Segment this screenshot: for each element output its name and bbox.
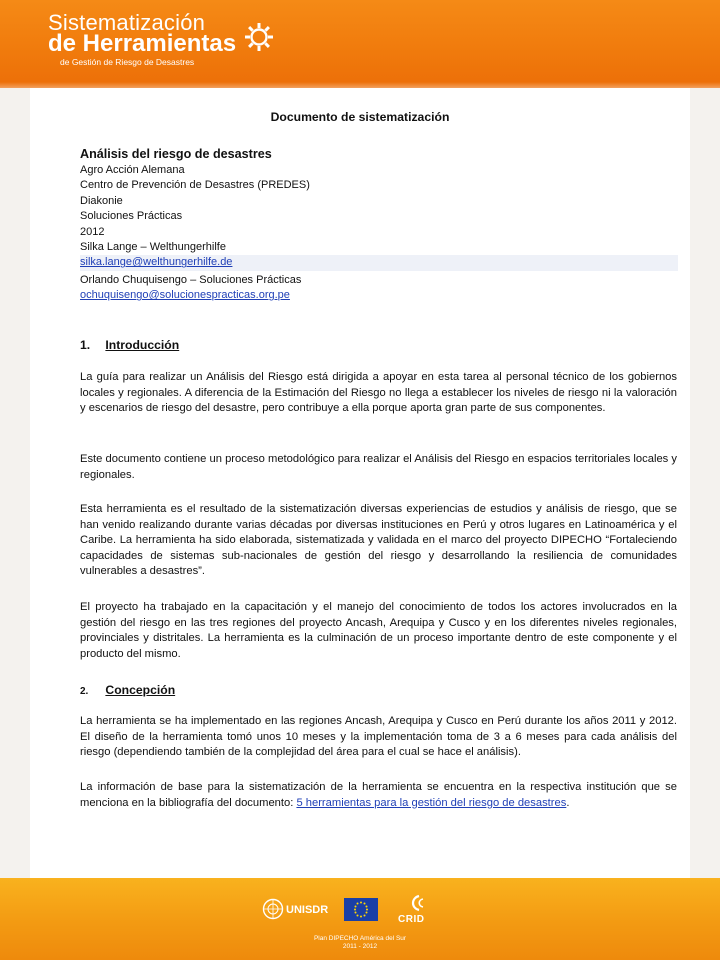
paragraph-intro-1: La guía para realizar un Análisis del Riesgo está dirigida a apoyar en esta tarea al personal técnico de los gobiernos locales y regionales. A diferencia de la Estimación del Riesgo no llega a establecer los niveles de riesgo ni la valoración y escenarios de riesgo del desastre, pero contribuye a ella porque aporta gran parte de sus componentes. [80, 371, 677, 415]
logo-line-3: de Gestión de Riesgo de Desastres [60, 57, 195, 67]
gear-icon [244, 22, 274, 52]
section-number: 1. [80, 338, 91, 352]
un-emblem-icon [262, 898, 284, 920]
page-header [0, 0, 720, 88]
email-row-1 [80, 255, 678, 270]
logo-line-1: Sistematización [48, 10, 206, 35]
meta-line-organization-3: Diakonie [80, 194, 123, 207]
section-title: Introducción [105, 338, 180, 352]
meta-line-year: 2012 [80, 225, 105, 238]
meta-line-contact-2: Orlando Chuquisengo – Soluciones Prácticas [80, 273, 302, 286]
section-heading-introduccion [80, 338, 179, 352]
meta-line-organization-2: Centro de Prevención de Desastres (PREDES) [80, 179, 310, 192]
header-logo [48, 10, 248, 70]
plan-line-2: 2011 - 2012 [342, 943, 378, 950]
bibliography-link[interactable]: 5 herramientas para la gestión del riesgo de desastres [296, 796, 567, 809]
email-row-2 [80, 288, 680, 303]
meta-heading: Análisis del riesgo de desastres [80, 147, 272, 161]
eu-flag-icon [344, 898, 378, 921]
paragraph-intro-2: Este documento contiene un proceso metodológico para realizar el Análisis del Riesgo en espacios territoriales locales y regionales. [80, 453, 677, 481]
section-number: 2. [80, 686, 89, 697]
page-footer [0, 878, 720, 960]
section-heading-concepcion [80, 683, 175, 697]
paragraph-text: La información de base para la sistematización de la herramienta se encuentra en la respectiva institución que se menciona en la bibliografía del documento: [80, 781, 677, 809]
email-link-2[interactable]: ochuquisengo@solucionespracticas.org.pe [80, 289, 290, 302]
document-page [30, 88, 690, 878]
document-meta [80, 146, 680, 304]
paragraph-end: . [566, 796, 570, 809]
paragraph-concepcion-2 [80, 780, 677, 811]
crid-logo-text: CRID [398, 914, 425, 925]
footer-logos [262, 892, 462, 932]
unisdr-logo-text: UNISDR [286, 904, 329, 916]
paragraph-intro-4: El proyecto ha trabajado en la capacitación y el manejo del conocimiento de todos los actores involucrados en la gestión del riesgo en las tres regiones del proyecto Ancash, Arequipa y Cusco y en los diferentes niveles regionales, provinciales y distritales. La herramienta es la culminación de un proceso importante dentro de este componente y el producto del mismo. [80, 601, 677, 660]
paragraph-concepcion-1: La herramienta se ha implementado en las regiones Ancash, Arequipa y Cusco en Perú durante los años 2011 y 2012. El diseño de la herramienta tomó unos 10 meses y la implementación toma de 3 a 6 meses para cada análisis del riesgo (dependiendo también de la complejidad del área para el cual se hace el análisis). [80, 715, 677, 759]
meta-line-organization-1: Agro Acción Alemana [80, 164, 185, 176]
meta-line-contact-1: Silka Lange – Welthungerhilfe [80, 241, 226, 254]
plan-line-1: Plan DIPECHO América del Sur [313, 935, 407, 942]
document-title: Documento de sistematización [270, 110, 450, 124]
logo-line-2: de Herramientas [48, 30, 237, 57]
footer-plan-text [260, 935, 460, 951]
section-title: Concepción [105, 683, 176, 697]
meta-line-organization-4: Soluciones Prácticas [80, 210, 183, 223]
paragraph-intro-3: Esta herramienta es el resultado de la sistematización diversas experiencias de estudios y análisis de riesgo, que se han venido realizando durante varias décadas por diversas instituciones en Perú y otros lugares en Latinoamérica y el Caribe. La herramienta ha sido elaborada, sistematizada y validada en el marco del proyecto DIPECHO “Fortaleciendo capacidades de sistemas sub-nacionales de gestión del riesgo y desarrollando la resiliencia de comunidades vulnerables a desastres”. [80, 503, 677, 578]
email-link-1[interactable]: silka.lange@welthungerhilfe.de [80, 256, 233, 269]
